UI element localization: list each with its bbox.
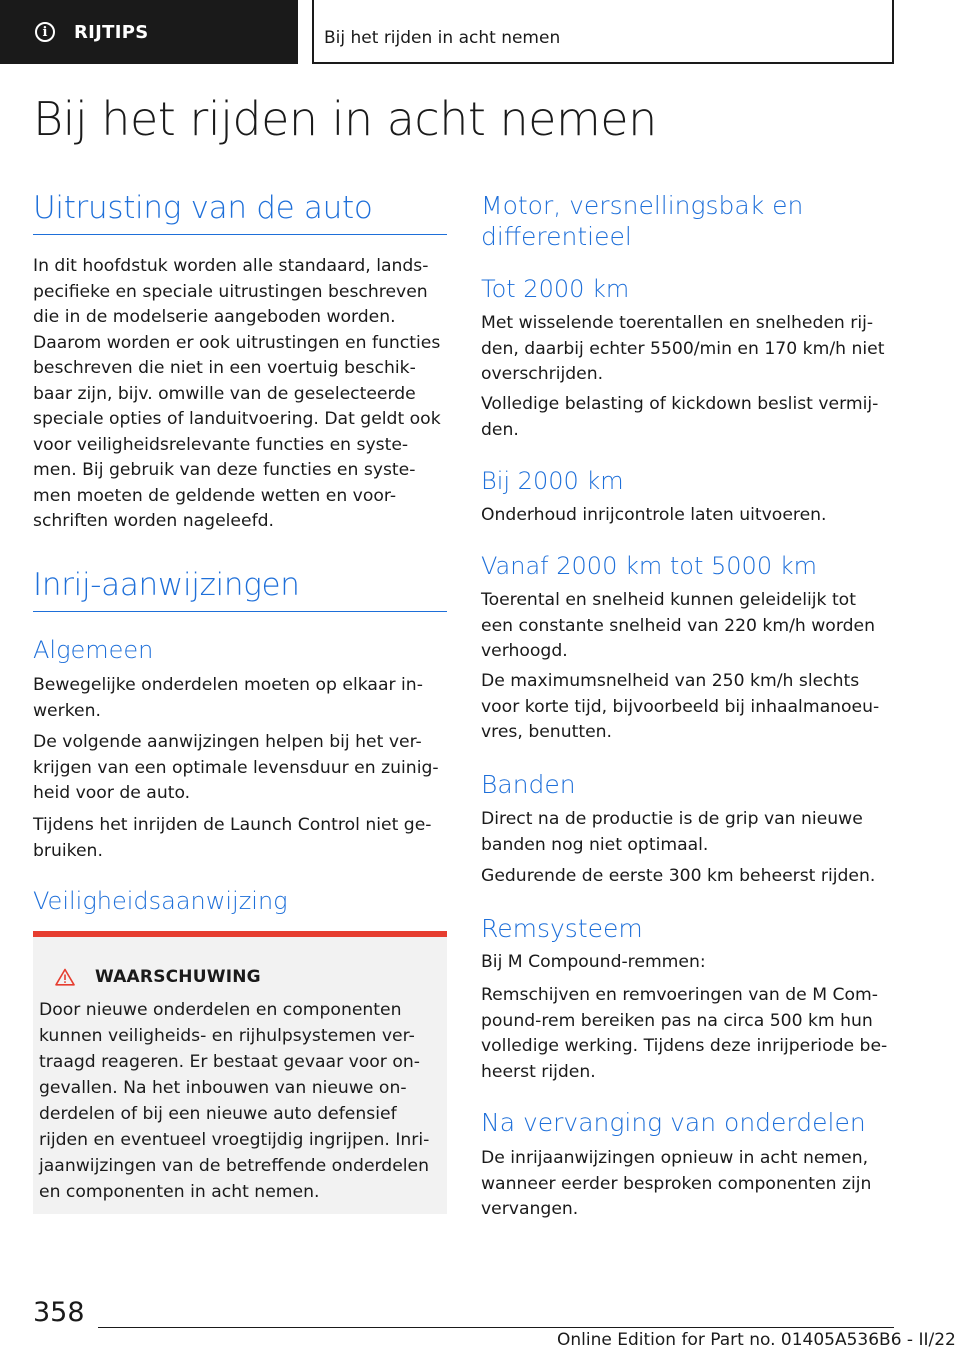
paragraph-algemeen-2: De volgende aanwijzingen helpen bij het ver- krijgen van een optimale levensduur en zuinig- heid voor de auto. <box>33 732 439 803</box>
heading-inrij: Inrij-aanwijzingen <box>33 567 300 603</box>
paragraph-algemeen-3: Tijdens het inrijden de Launch Control niet ge- bruiken. <box>33 815 432 861</box>
page-number: 358 <box>33 1297 85 1328</box>
paragraph-banden-2: Gedurende de eerste 300 km beheerst rijden. <box>481 866 876 886</box>
heading-algemeen: Algemeen <box>33 636 154 664</box>
heading-na-vervanging: Na vervanging van onderdelen <box>481 1108 866 1137</box>
paragraph-uitrusting: In dit hoofdstuk worden alle standaard, lands- pecifieke en speciale uitrustingen beschreven die in de modelserie aangeboden worden. Daarom worden er ook uitrustingen en functies beschreven die niet in een voertuig beschik- baar zijn, bijv. omwille van de geselecteerde speciale opties of landuitvoering. Dat geldt ook voor veiligheidsrelevante functies en syste- men. Bij gebruik van deze functies en syste- men moeten de geldende wetten en voor- schriften worden nageleefd. <box>33 256 441 531</box>
header-section-label: RIJTIPS <box>74 21 149 43</box>
header-chapter-label: Bij het rijden in acht nemen <box>324 28 561 48</box>
paragraph-tot-2000-1: Met wisselende toerentallen en snelheden rij- den, daarbij echter 5500/min en 170 km/h niet overschrijden. <box>481 313 885 384</box>
warning-box <box>33 931 447 1214</box>
paragraph-vanaf-2: De maximumsnelheid van 250 km/h slechts voor korte tijd, bijvoorbeeld bij inhaalmanoeu- vres, benutten. <box>481 671 880 742</box>
heading-rule <box>33 611 447 612</box>
info-icon: i <box>35 22 55 42</box>
warning-title: WAARSCHUWING <box>95 967 261 987</box>
paragraph-vanaf-1: Toerental en snelheid kunnen geleidelijk tot een constante snelheid van 220 km/h worden verhoogd. <box>481 590 875 661</box>
page-title: Bij het rijden in acht nemen <box>33 92 657 146</box>
heading-rule <box>33 234 447 235</box>
warning-triangle-icon <box>55 968 75 986</box>
heading-tot-2000: Tot 2000 km <box>481 275 630 303</box>
paragraph-rem-1: Bij M Compound-remmen: <box>481 952 706 972</box>
heading-remsysteem: Remsysteem <box>481 914 643 943</box>
footer-edition: Online Edition for Part no. 01405A536B6 - II/22 <box>557 1330 956 1350</box>
heading-bij-2000: Bij 2000 km <box>481 467 624 495</box>
paragraph-tot-2000-2: Volledige belasting of kickdown beslist vermij- den. <box>481 394 879 440</box>
paragraph-algemeen-1: Bewegelijke onderdelen moeten op elkaar in- werken. <box>33 675 423 721</box>
heading-vanaf-2000: Vanaf 2000 km tot 5000 km <box>481 552 817 580</box>
paragraph-rem-2: Remschijven en remvoeringen van de M Com- pound-rem bereiken pas na circa 500 km hun volledige werking. Tijdens deze inrijperiode be- heerst rijden. <box>481 985 888 1082</box>
footer-rule <box>98 1327 894 1328</box>
warning-text: Door nieuwe onderdelen en componenten kunnen veiligheids- en rijhulpsystemen ver- traagd reageren. Er bestaat gevaar voor on- gevallen. Na het inbouwen van nieuwe on- derdelen of bij een nieuwe auto defensief rijden en eventueel vroegtijdig ingrijpen. Inri- jaanwijzingen van de betreffende onderdelen en componenten in acht nemen. <box>39 1000 430 1202</box>
paragraph-bij-2000: Onderhoud inrijcontrole laten uitvoeren. <box>481 505 827 525</box>
paragraph-na-vervanging: De inrijaanwijzingen opnieuw in acht nemen, wanneer eerder besproken componenten zijn vervangen. <box>481 1148 872 1219</box>
heading-banden: Banden <box>481 770 576 799</box>
heading-motor: Motor, versnellingsbak en differentieel <box>481 191 804 251</box>
heading-veiligheid: Veiligheidsaanwijzing <box>33 887 288 915</box>
header-chapter-box <box>312 0 894 64</box>
paragraph-banden-1: Direct na de productie is de grip van nieuwe banden nog niet optimaal. <box>481 809 863 855</box>
heading-uitrusting: Uitrusting van de auto <box>33 190 373 226</box>
header-section-tab <box>0 0 298 64</box>
warning-header <box>55 967 261 987</box>
